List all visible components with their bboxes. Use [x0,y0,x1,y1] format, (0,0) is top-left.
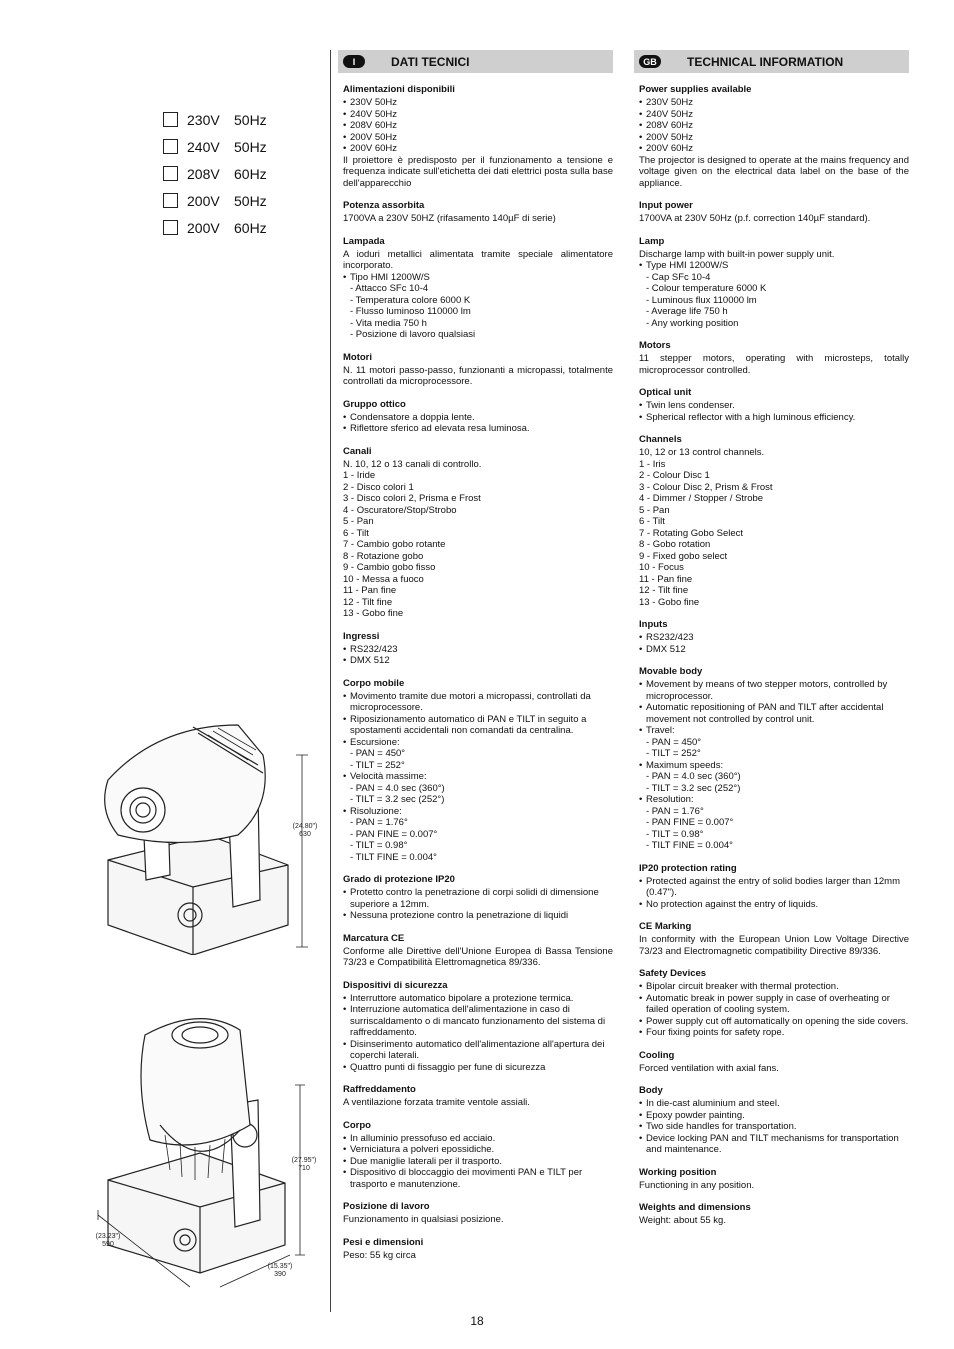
section-heading: Optical unit [639,387,692,398]
bullet-item: • Protected against the entry of solid bodies larger than 12mm (0.47"). [639,876,909,899]
bullet-list [639,260,909,329]
bullet-item: • RS232/423 [343,644,613,656]
checkbox[interactable] [163,112,178,127]
paragraph: Forced ventilation with axial fans. [639,1062,779,1074]
voltage-value: 200V [187,192,220,209]
bullet-item: • Quattro punti di fissaggio per fune di sicurezza [343,1062,613,1074]
text-line: 10, 12 or 13 control channels. [639,447,765,458]
frequency-value: 50Hz [234,192,267,209]
bullet-list [639,981,909,1039]
spec-section [343,631,613,667]
text-line: 1 - Iris [639,458,666,470]
bullet-item: • Maximum speeds: [639,760,909,772]
sub-item: - PAN = 4.0 sec (360°) [350,782,445,794]
section-heading: CE Marking [639,921,692,932]
spec-section [343,678,613,864]
spec-section [343,446,613,620]
frequency-value: 60Hz [234,219,267,236]
bullet-item: • Nessuna protezione contro la penetrazione di liquidi [343,910,613,922]
paragraph: In conformity with the European Union Low Voltage Directive 73/23 and Electromagnetic compatibility Directive 89/336. [639,934,909,957]
sub-item: - PAN FINE = 0.007° [646,817,734,828]
spec-section [639,968,909,1039]
voltage-option[interactable] [163,214,267,241]
sub-item: - TILT = 252° [350,759,405,771]
sub-item: - PAN = 1.76° [350,817,408,828]
bullet-item: • In alluminio pressofuso ed acciaio. [343,1133,613,1145]
bullet-item: • 240V 50Hz [343,109,613,121]
column-title: TECHNICAL INFORMATION [687,54,844,69]
section-heading: Motors [639,340,671,351]
column-header [338,50,613,73]
voltage-option[interactable] [163,106,267,133]
section-heading: Lampada [343,235,385,247]
frequency-value: 60Hz [234,165,267,182]
text-line: 9 - Cambio gobo fisso [343,562,436,573]
sub-item: - TILT = 252° [646,748,701,759]
bullet-item: • Resolution: [639,794,909,806]
section-heading: Inputs [639,619,668,630]
paragraph: Peso: 55 kg circa [343,1249,416,1261]
text-line: 3 - Disco colori 2, Prisma e Frost [343,493,481,504]
paragraph: Conforme alle Direttive dell'Unione Europea di Bassa Tensione 73/23 e Compatibilità Elettromagnetica 89/336. [343,945,613,968]
bullet-item: • Riflettore sferico ad elevata resa luminosa. [343,423,613,435]
bullet-item: • Four fixing points for safety rope. [639,1027,909,1039]
bullet-item: • 200V 50Hz [639,132,909,144]
bullet-item: • Spherical reflector with a high luminous efficiency. [639,412,909,424]
bullet-item: • Epoxy powder painting. [639,1110,909,1122]
text-line: 11 - Pan fine [343,585,397,596]
text-line: 5 - Pan [343,516,374,527]
bullet-item: • No protection against the entry of liquids. [639,899,909,911]
bullet-item: • Escursione: [343,737,613,749]
paragraph: Discharge lamp with built-in power supply unit. [639,248,835,260]
checkbox[interactable] [163,166,178,181]
paragraph: A ventilazione forzata tramite ventole assiali. [343,1097,530,1108]
spec-section [343,1120,613,1191]
bullet-item: • 208V 60Hz [343,120,613,132]
section-heading: Weights and dimensions [639,1202,751,1213]
projector-drawing [98,715,320,955]
sub-item: - TILT FINE = 0.004° [646,840,733,851]
text-line: 12 - Tilt fine [639,585,689,596]
spec-section [639,619,909,655]
dimension-label-width: (23.23") 590 [95,1233,121,1248]
spec-section [343,933,613,969]
dimension-label-height: (27.95") 710 [291,1157,317,1172]
bullet-item: • DMX 512 [639,644,909,656]
column-title: DATI TECNICI [391,54,470,69]
sub-item: - Any working position [646,317,739,329]
italian-column [338,50,613,1272]
voltage-option[interactable] [163,133,267,160]
bullet-item: • Interruzione automatica dell'alimentazione in caso di surriscaldamento o di mancato funzionamento del sistema di raffreddamento. [343,1004,613,1039]
frequency-value: 50Hz [234,111,267,128]
sub-item: - Posizione di lavoro qualsiasi [350,329,476,340]
paragraph: Weight: about 55 kg. [639,1215,726,1226]
bullet-list [343,993,613,1074]
paragraph: 1700VA a 230V 50HZ (rifasamento 140µF di serie) [343,213,556,224]
spec-section [343,399,613,435]
spec-section [343,980,613,1074]
bullet-list [343,691,613,864]
spec-section [343,874,613,922]
bullet-item: • Two side handles for transportation. [639,1121,909,1133]
text-line: 12 - Tilt fine [343,596,393,608]
sub-item: - PAN = 450° [646,736,702,748]
text-line: N. 10, 12 o 13 canali di controllo. [343,458,482,470]
text-line: 6 - Tilt [639,516,665,527]
sub-item: - Luminous flux 110000 lm [646,294,757,306]
text-line: 9 - Fixed gobo select [639,550,728,562]
text-line: 7 - Rotating Gobo Select [639,527,744,539]
bullet-item: • Movement by means of two stepper motors, controlled by microprocessor. [639,679,909,702]
voltage-value: 230V [187,111,220,128]
language-badge: I [343,55,365,68]
section-heading: Pesi e dimensioni [343,1236,424,1248]
bullet-item: • 240V 50Hz [639,109,909,121]
projector-illustration-top [98,715,320,955]
bullet-list [639,400,909,423]
dimension-label-depth: (15.35") 390 [267,1263,293,1278]
bullet-item: • Travel: [639,725,909,737]
bullet-list [343,412,613,435]
section-heading: Lamp [639,235,665,247]
bullet-item: • Bipolar circuit breaker with thermal protection. [639,981,909,993]
text-line: 3 - Colour Disc 2, Prism & Frost [639,481,773,493]
section-heading: Alimentazioni disponibili [343,84,455,95]
spec-section [639,200,909,225]
bullet-item: • 200V 60Hz [639,143,909,155]
bullet-item: • Condensatore a doppia lente. [343,412,613,424]
section-heading: Corpo mobile [343,677,405,689]
spec-section [639,921,909,957]
frequency-value: 50Hz [234,138,267,155]
bullet-list [343,644,613,667]
text-line: 6 - Tilt [343,527,369,539]
text-line: 2 - Disco colori 1 [343,481,414,493]
bullet-item: • Tipo HMI 1200W/S [343,272,613,284]
checkbox[interactable] [163,193,178,208]
bullet-item: • Due maniglie laterali per il trasporto. [343,1156,613,1168]
section-heading: Working position [639,1166,717,1178]
sub-item: - PAN = 4.0 sec (360°) [646,771,741,782]
section-heading: Power supplies available [639,84,752,95]
sub-item: - PAN = 450° [350,748,406,759]
text-line: 8 - Gobo rotation [639,539,711,550]
spec-section [639,863,909,911]
text-line: 4 - Oscuratore/Stop/Strobo [343,504,457,516]
voltage-value: 200V [187,219,220,236]
bullet-item: • Disinserimento automatico dell'alimentazione all'apertura dei coperchi laterali. [343,1039,613,1062]
section-heading: Movable body [639,666,703,677]
bullet-list [639,97,909,155]
bullet-item: • 200V 60Hz [343,143,613,155]
spec-section [343,200,613,225]
section-heading: Marcatura CE [343,932,405,944]
bullet-item: • DMX 512 [343,655,613,667]
section-heading: Gruppo ottico [343,398,406,410]
section-heading: Safety Devices [639,968,707,979]
voltage-checklist [163,106,267,241]
spec-section [343,1084,613,1109]
column-divider [330,50,331,1312]
sub-item: - Attacco SFc 10-4 [350,283,429,294]
bullet-item: • 208V 60Hz [639,120,909,132]
text-line: 2 - Colour Disc 1 [639,470,710,481]
spec-section [343,236,613,341]
bullet-item: • Dispositivo di bloccaggio dei movimenti PAN e TILT per trasporto e manutenzione. [343,1167,613,1190]
bullet-item: • Automatic repositioning of PAN and TILT after accidental movement not controlled by control unit. [639,702,909,725]
text-line: 7 - Cambio gobo rotante [343,539,446,550]
bullet-item: • Interruttore automatico bipolare a protezione termica. [343,993,613,1005]
english-column [634,50,909,1238]
text-line: 4 - Dimmer / Stopper / Strobe [639,493,764,504]
section-heading: Grado di protezione IP20 [343,874,455,885]
checkbox[interactable] [163,139,178,154]
text-line: 10 - Messa a fuoco [343,573,424,585]
paragraph: Il proiettore è predisposto per il funzionamento a tensione e frequenza indicate sull'etichetta dei dati elettrici posta sulla base dell'apparecchio [343,154,613,189]
page-number: 18 [470,1314,484,1328]
language-badge: GB [639,55,661,68]
section-heading: Raffreddamento [343,1084,416,1095]
sub-item: - TILT FINE = 0.004° [350,851,437,863]
bullet-list [639,876,909,911]
column-body [634,73,909,1227]
section-heading: Potenza assorbita [343,200,425,211]
spec-section [639,340,909,376]
section-heading: Corpo [343,1119,371,1131]
paragraph: N. 11 motori passo-passo, funzionanti a micropassi, totalmente controllati da microprocessore. [343,364,613,387]
voltage-value: 240V [187,138,220,155]
spec-section [343,1201,613,1226]
bullet-item: • 230V 50Hz [639,97,909,109]
bullet-item: • Velocità massime: [343,771,613,783]
spec-section [639,236,909,330]
sub-item: - Cap SFc 10-4 [646,271,711,283]
spec-section [639,387,909,423]
spec-section [639,666,909,852]
sub-item: - Colour temperature 6000 K [646,283,767,294]
voltage-value: 208V [187,165,220,182]
spec-section [343,1237,613,1262]
text-line: 10 - Focus [639,562,684,573]
bullet-item: • Riposizionamento automatico di PAN e TILT in seguito a spostamenti accidentali non comandati da centralina. [343,714,613,737]
bullet-list [343,1133,613,1191]
sub-item: - PAN = 1.76° [646,805,704,817]
text-line: 13 - Gobo fine [343,608,404,619]
sub-item: - PAN FINE = 0.007° [350,828,438,840]
column-header [634,50,909,73]
bullet-item: • Twin lens condenser. [639,400,909,412]
sub-item: - Flusso luminoso 110000 lm [350,306,471,317]
section-heading: Dispositivi di sicurezza [343,979,448,991]
voltage-option[interactable] [163,160,267,187]
text-line: 13 - Gobo fine [639,596,700,608]
bullet-item: • Movimento tramite due motori a micropassi, controllati da microprocessore. [343,691,613,714]
sub-item: - TILT = 0.98° [646,828,704,840]
bullet-item: • Type HMI 1200W/S [639,260,909,272]
sub-item: - Average life 750 h [646,306,728,317]
spec-section [639,1202,909,1227]
bullet-list [343,97,613,155]
bullet-list [639,632,909,655]
spec-section [343,84,613,189]
paragraph: 1700VA at 230V 50Hz (p.f. correction 140µF standard). [639,213,871,224]
bullet-item: • In die-cast aluminium and steel. [639,1098,909,1110]
text-line: 8 - Rotazione gobo [343,550,424,562]
bullet-list [343,272,613,341]
section-heading: Motori [343,351,373,363]
bullet-item: • Risoluzione: [343,806,613,818]
text-line: 5 - Pan [639,504,670,516]
sub-item: - TILT = 0.98° [350,840,408,851]
paragraph: The projector is designed to operate at the mains frequency and voltage given on the electrical data label on the base of the appliance. [639,154,909,189]
paragraph: Funzionamento in qualsiasi posizione. [343,1214,504,1225]
spec-section [639,1085,909,1156]
section-heading: Posizione di lavoro [343,1201,430,1212]
section-heading: Canali [343,445,372,457]
section-heading: Cooling [639,1049,675,1061]
bullet-item: • Protetto contro la penetrazione di corpi solidi di dimensione superiore a 12mm. [343,887,613,910]
section-heading: IP20 protection rating [639,862,737,874]
bullet-list [639,679,909,852]
paragraph: A ioduri metallici alimentata tramite speciale alimentatore incorporato. [343,248,613,271]
sub-item: - Temperatura colore 6000 K [350,294,471,306]
text-line: 1 - Iride [343,470,376,481]
section-heading: Channels [639,434,682,445]
bullet-item: • 230V 50Hz [343,97,613,109]
paragraph: 11 stepper motors, operating with microsteps, totally microprocessor controlled. [639,353,909,376]
spec-section [639,84,909,189]
sub-item: - TILT = 3.2 sec (252°) [646,782,741,794]
sub-item: - Vita media 750 h [350,317,427,329]
projector-illustration-bottom [90,1005,322,1290]
section-heading: Ingressi [343,630,380,642]
bullet-list [639,1098,909,1156]
spec-section [639,1050,909,1075]
bullet-item: • 200V 50Hz [343,132,613,144]
spec-section [639,434,909,608]
column-body [338,73,613,1261]
bullet-item: • Power supply cut off automatically on opening the side covers. [639,1016,909,1028]
voltage-option[interactable] [163,187,267,214]
bullet-list [343,887,613,922]
text-line: 11 - Pan fine [639,573,693,585]
checkbox[interactable] [163,220,178,235]
bullet-item: • Verniciatura a polveri epossidiche. [343,1144,613,1156]
bullet-item: • RS232/423 [639,632,909,644]
section-heading: Input power [639,200,693,211]
dimension-label-height: (24.80") 630 [292,823,318,838]
spec-section [343,352,613,388]
bullet-item: • Automatic break in power supply in case of overheating or failed operation of cooling system. [639,993,909,1016]
paragraph: Functioning in any position. [639,1179,755,1191]
spec-section [639,1167,909,1192]
section-heading: Body [639,1085,663,1096]
bullet-item: • Device locking PAN and TILT mechanisms for transportation and maintenance. [639,1133,909,1156]
sub-item: - TILT = 3.2 sec (252°) [350,794,445,805]
